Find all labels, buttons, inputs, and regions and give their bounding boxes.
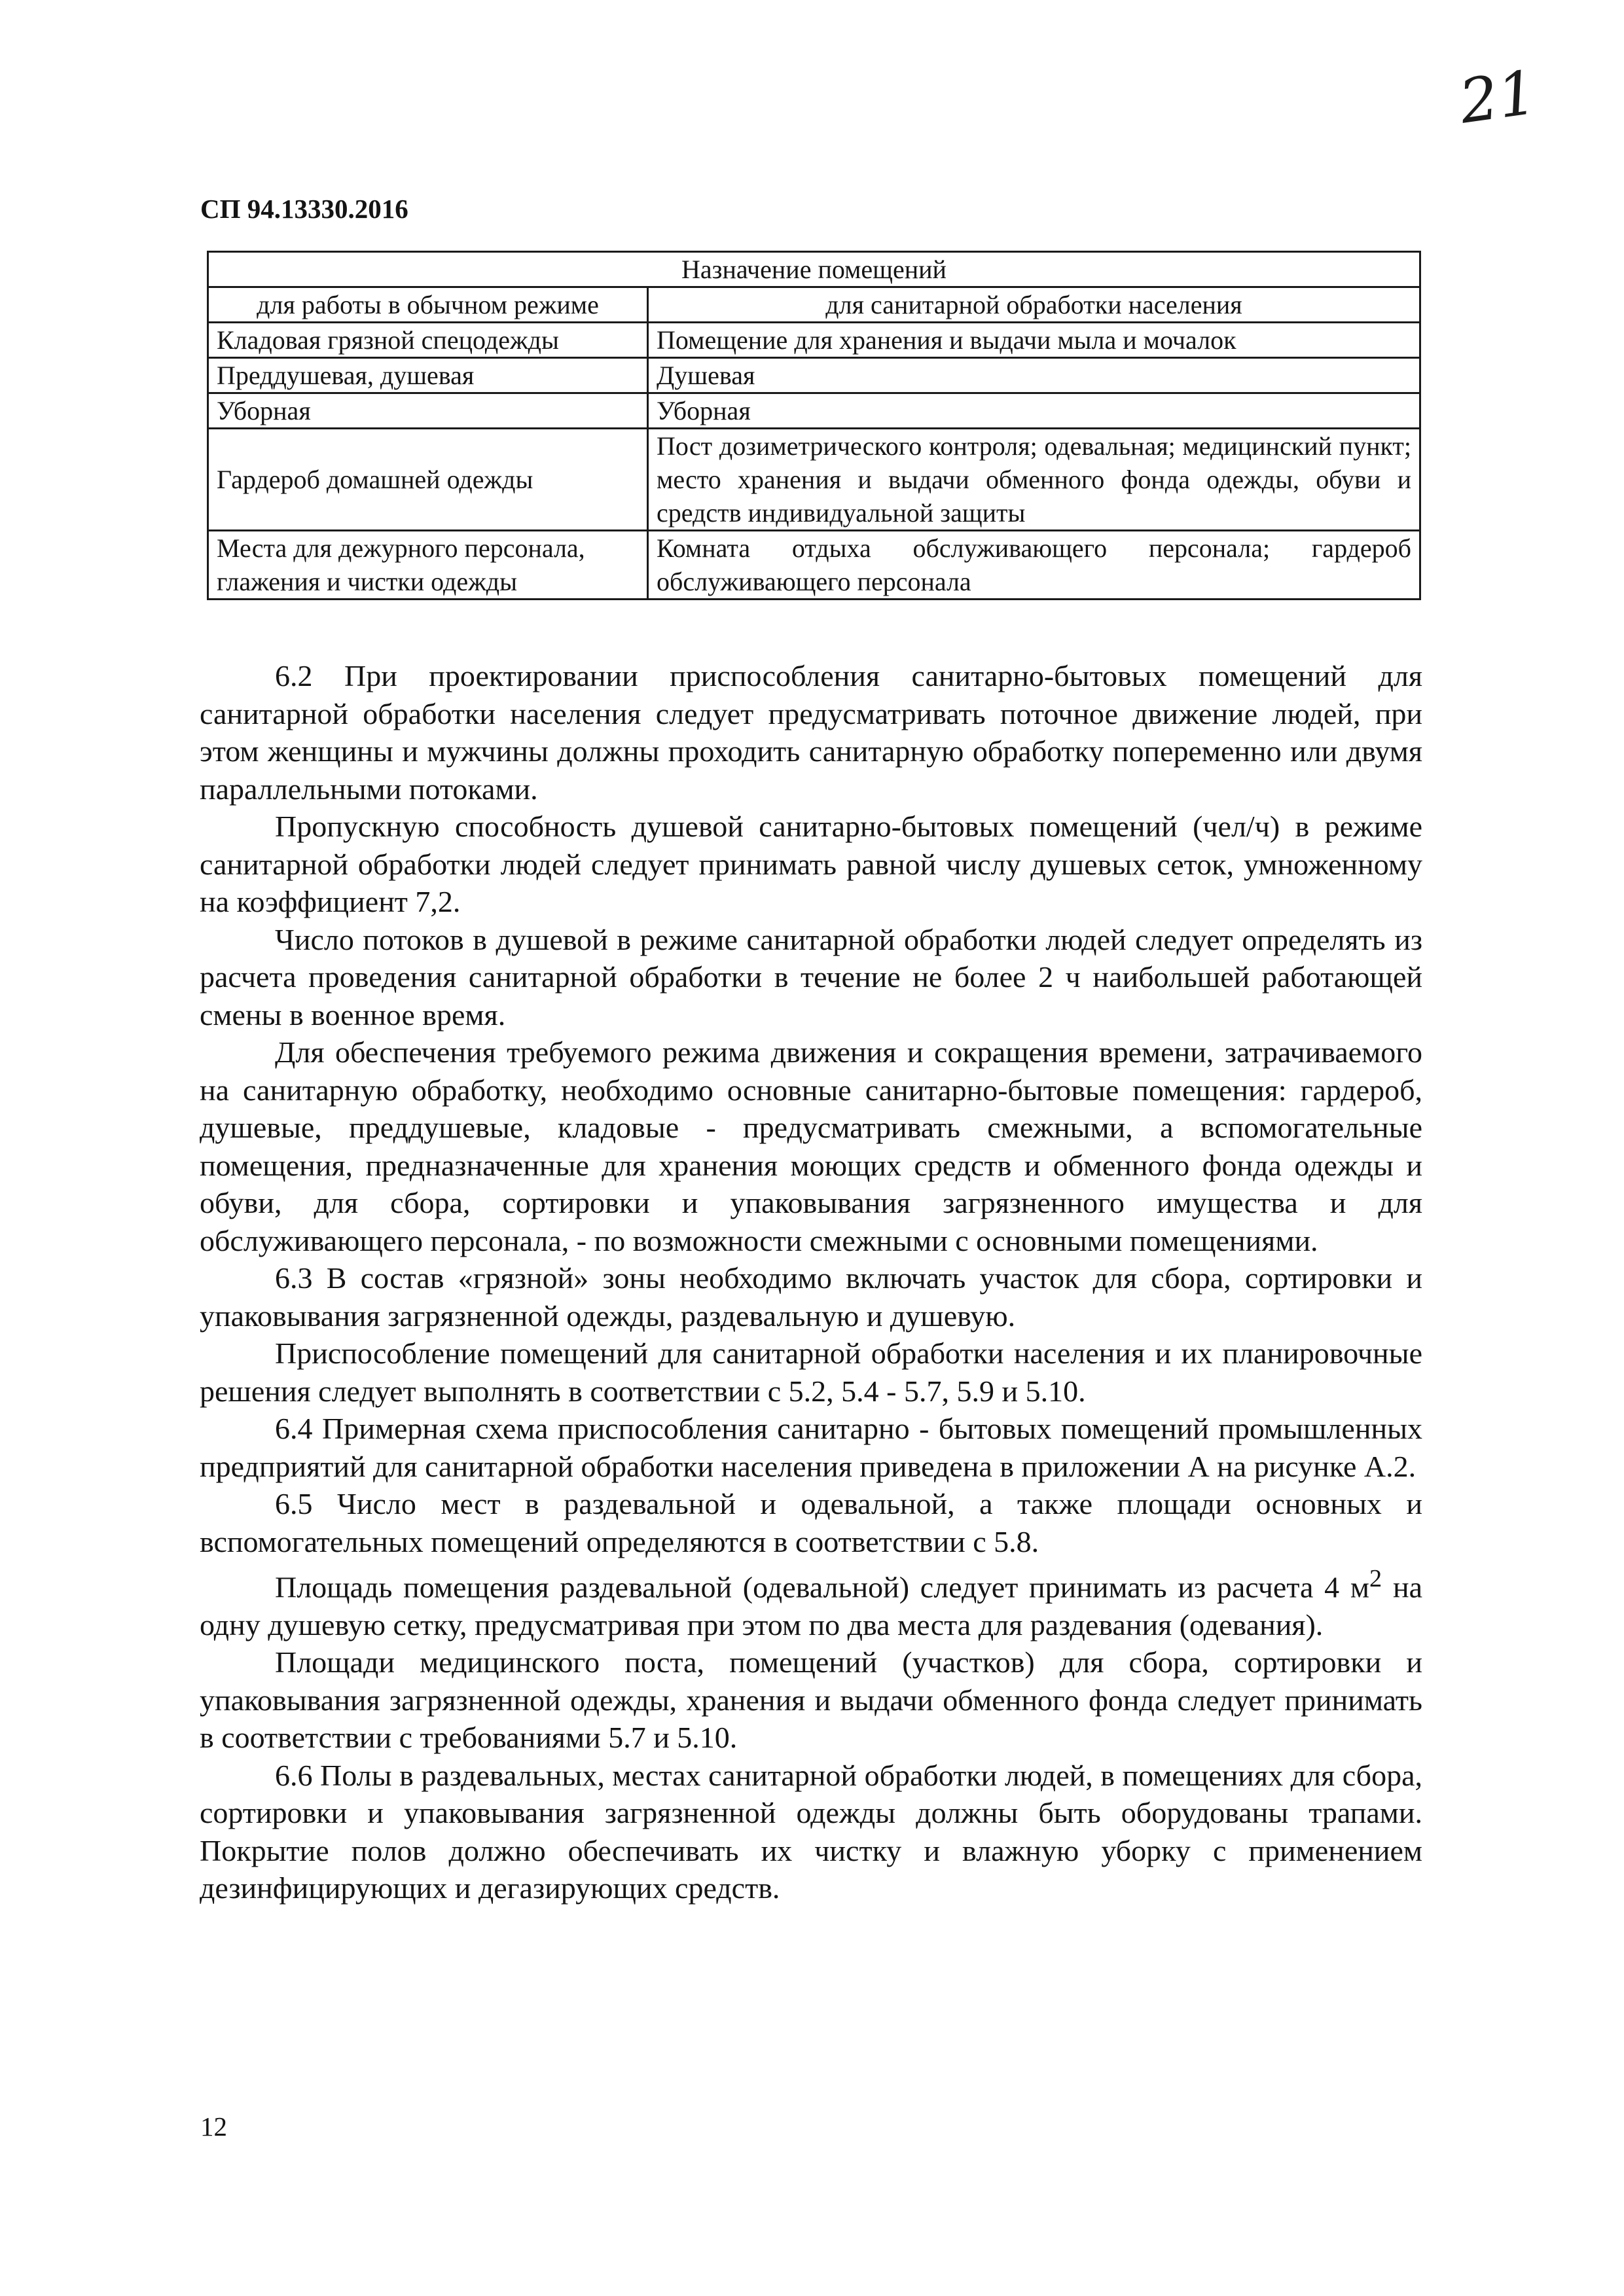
table-cell-normal: Кладовая грязной спецодежды <box>208 323 648 358</box>
table-cell-normal: Уборная <box>208 393 648 429</box>
paragraph: Площади медицинского поста, помещений (участков) для сбора, сортировки и упаковывания загрязненной одежды, хранения и выдачи обменного фонда следует принимать в соответствии с требованиями 5.7 и 5.10. <box>200 1645 1422 1755</box>
table-cell-normal: Преддушевая, душевая <box>208 358 648 393</box>
body-text <box>200 657 1422 1907</box>
table-cell-sanitary: Комната отдыха обслуживающего персонала; гардероб обслуживающего персонала <box>648 531 1420 600</box>
table-caption-row <box>208 252 1420 287</box>
room-purpose-table <box>207 251 1421 600</box>
area-text-after: на одну душевую сетку, предусматривая при этом по два места для раздевания (одевания). <box>200 1570 1422 1641</box>
document-code: СП 94.13330.2016 <box>200 194 408 224</box>
table-header-row <box>208 287 1420 323</box>
paragraph: Приспособление помещений для санитарной обработки населения и их планировочные решения следует выполнять в соответствии с 5.2, 5.4 - 5.7, 5.9 и 5.10. <box>200 1336 1422 1408</box>
table-cell-normal: Места для дежурного персонала, глажения и чистки одежды <box>208 531 648 600</box>
paragraph-area <box>200 1560 1422 1643</box>
page-number: 12 <box>200 2111 227 2142</box>
area-superscript: 2 <box>1369 1565 1382 1592</box>
table-row <box>208 323 1420 358</box>
table-row <box>208 393 1420 429</box>
table-cell-sanitary: Пост дозиметрического контроля; одевальная; медицинский пункт; место хранения и выдачи обменного фонда одежды, обуви и средств индивидуальной защиты <box>648 429 1420 531</box>
paragraph-6-4: 6.4 Примерная схема приспособления санитарно - бытовых помещений промышленных предприятий для санитарной обработки населения приведена в приложении А на рисунке А.2. <box>200 1412 1422 1483</box>
column-header-normal-mode: для работы в обычном режиме <box>208 287 648 323</box>
area-text-before: Площадь помещения раздевальной (одевальной) следует принимать из расчета 4 м <box>275 1570 1370 1604</box>
paragraph-6-2: 6.2 При проектировании приспособления санитарно-бытовых помещений для санитарной обработки населения следует предусматривать поточное движение людей, при этом женщины и мужчины должны проходить санитарную обработку попеременно или двумя параллельными потоками. <box>200 659 1422 806</box>
paragraph-6-5: 6.5 Число мест в раздевальной и одевальной, а также площади основных и вспомогательных помещений определяются в соответствии с 5.8. <box>200 1487 1422 1558</box>
paragraph-6-3: 6.3 В состав «грязной» зоны необходимо включать участок для сбора, сортировки и упаковывания загрязненной одежды, раздевальную и душевую. <box>200 1261 1422 1333</box>
paragraph: Для обеспечения требуемого режима движения и сокращения времени, затрачиваемого на санитарную обработку, необходимо основные санитарно-бытовые помещения: гардероб, душевые, преддушевые, кладовые - предусматривать смежными, а вспомогательные помещения, предназначенные для хранения моющих средств и обменного фонда одежды и обуви, для сбора, сортировки и упаковывания загрязненного имущества и для обслуживающего персонала, - по возможности смежными с основными помещениями. <box>200 1035 1422 1257</box>
paragraph: Число потоков в душевой в режиме санитарной обработки людей следует определять из расчета проведения санитарной обработки в течение не более 2 ч наибольшей работающей смены в военное время. <box>200 922 1422 1031</box>
table-cell-sanitary: Помещение для хранения и выдачи мыла и мочалок <box>648 323 1420 358</box>
column-header-sanitary-mode: для санитарной обработки населения <box>648 287 1420 323</box>
paragraph: Пропускную способность душевой санитарно-бытовых помещений (чел/ч) в режиме санитарной обработки людей следует принимать равной числу душевых сеток, умноженному на коэффициент 7,2. <box>200 810 1422 918</box>
table-cell-sanitary: Уборная <box>648 393 1420 429</box>
table-caption: Назначение помещений <box>208 252 1420 287</box>
table-row <box>208 531 1420 600</box>
table-cell-normal: Гардероб домашней одежды <box>208 429 648 531</box>
table-cell-sanitary: Душевая <box>648 358 1420 393</box>
paragraph-6-6: 6.6 Полы в раздевальных, местах санитарной обработки людей, в помещениях для сбора, сортировки и упаковывания загрязненной одежды должны быть оборудованы трапами. Покрытие полов должно обеспечивать их чистку и влажную уборку с применением дезинфицирующих и дегазирующих средств. <box>200 1758 1422 1905</box>
handwritten-page-number: 21 <box>1455 57 1541 137</box>
table-row <box>208 429 1420 531</box>
table-row <box>208 358 1420 393</box>
